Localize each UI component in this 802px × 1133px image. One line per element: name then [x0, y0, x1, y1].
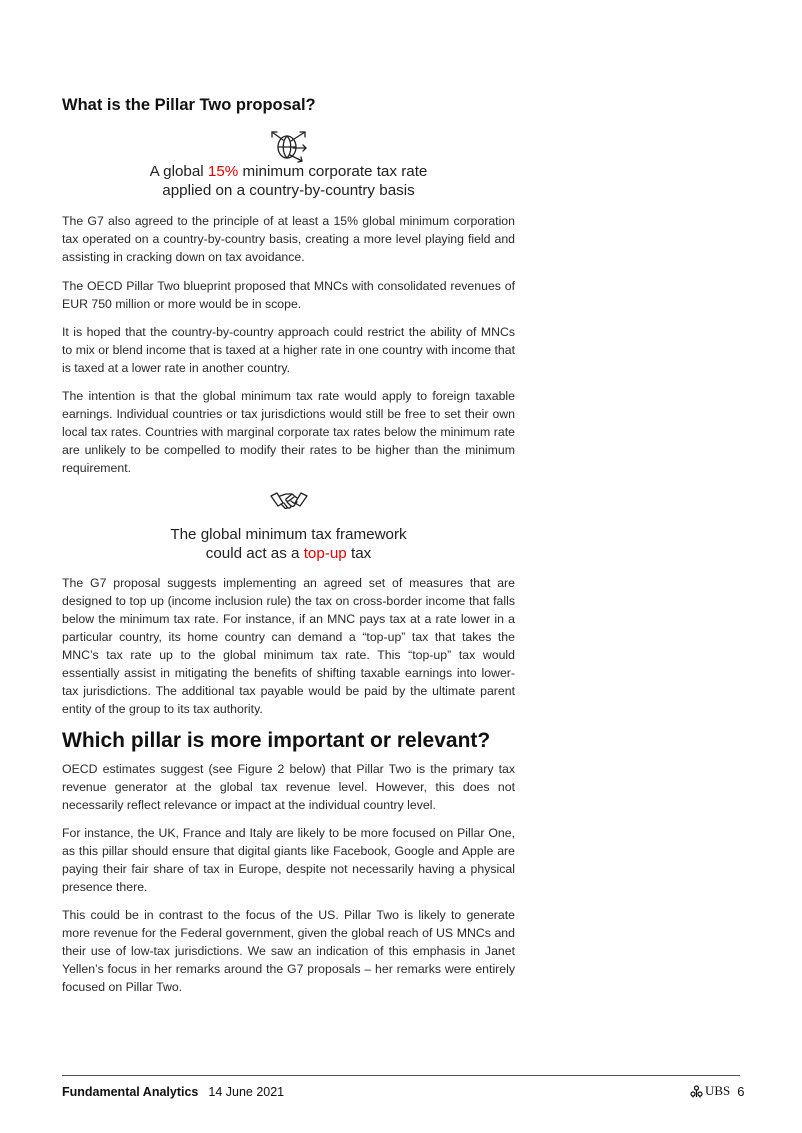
footer-brand: [690, 1083, 745, 1099]
footer-publication: [62, 1085, 284, 1099]
callout-line1-pre: A global: [149, 163, 208, 180]
paragraph-europe-focus: For instance, the UK, France and Italy are likely to be more focused on Pillar One, as this pillar should ensure that digital giants like Facebook, Google and Apple are paying their fair share of tax in Europe, despite not necessarily having a physical presence there.: [62, 826, 515, 894]
paragraph-intention: The intention is that the global minimum tax rate would apply to foreign taxable earnings. Individual countries or tax jurisdictions would still be free to set their own local tax rates. Countries with marginal corporate tax rates below the minimum rate are unlikely to be compelled to modify their rates to be higher than the minimum requirement.: [62, 389, 515, 475]
paragraph-g7-proposal: The G7 proposal suggests implementing an agreed set of measures that are designed to top up (income inclusion rule) the tax on cross-border income that falls below the minimum tax rate. For instance, if an MNC pays tax at a rate lower in a particular country, its home country can demand a “top-up” tax that takes the MNC’s tax rate up to the global minimum tax rate. This “top-up” tax would essentially assist in mitigating the benefits of shifting taxable earnings into lower-tax jurisdictions. The additional tax payable would be paid by the ultimate parent entity of the group to its tax authority.: [62, 576, 515, 716]
callout2-line2-pre: could act as a: [205, 545, 304, 562]
callout2-highlight: top-up: [303, 545, 347, 562]
ubs-keys-logo-icon: [690, 1085, 703, 1098]
footer-divider: [62, 1075, 740, 1076]
callout-line2: applied on a country-by-country basis: [162, 182, 415, 199]
paragraph-oecd-blueprint: The OECD Pillar Two blueprint proposed that MNCs with consolidated revenues of EUR 750 million or more would be in scope.: [62, 279, 515, 311]
paragraph-g7-agreement: The G7 also agreed to the principle of at least a 15% global minimum corporation tax operated on a country-by-country basis, creating a more level playing field and assisting in cracking down on tax avoidance.: [62, 214, 515, 264]
callout2-line2-post: tax: [346, 545, 372, 562]
footer-publication-name: Fundamental Analytics: [62, 1085, 199, 1099]
callout2-line1: The global minimum tax framework: [170, 526, 407, 543]
footer-brand-name: UBS: [705, 1083, 731, 1098]
paragraph-oecd-estimates: OECD estimates suggest (see Figure 2 below) that Pillar Two is the primary tax revenue generator at the global tax revenue level. However, this does not necessarily reflect relevance or impact at the individual country level.: [62, 762, 515, 812]
section-heading-pillar-two: What is the Pillar Two proposal?: [62, 96, 316, 114]
callout-line1-post: minimum corporate tax rate: [238, 163, 428, 180]
paragraph-country-approach: It is hoped that the country-by-country approach could restrict the ability of MNCs to mix or blend income that is taxed at a higher rate in one country with income that is taxed at a lower rate in another country.: [62, 325, 515, 375]
globe-arrows-icon: [269, 128, 309, 164]
paragraph-us-focus: This could be in contrast to the focus of the US. Pillar Two is likely to generate more revenue for the Federal government, given the global reach of US MNCs and their use of low-tax jurisdictions. We saw an indication of this emphasis in Janet Yellen’s focus in her remarks around the G7 proposals – her remarks were entirely focused on Pillar Two.: [62, 908, 515, 994]
footer-date: 14 June 2021: [208, 1085, 285, 1099]
handshake-icon: [270, 490, 308, 514]
page-number: 6: [737, 1083, 745, 1099]
callout-top-up: [62, 525, 515, 563]
section-heading-which-pillar: Which pillar is more important or relevant?: [62, 729, 491, 752]
callout-global-rate: [62, 162, 515, 200]
callout-highlight-rate: 15%: [207, 163, 239, 180]
